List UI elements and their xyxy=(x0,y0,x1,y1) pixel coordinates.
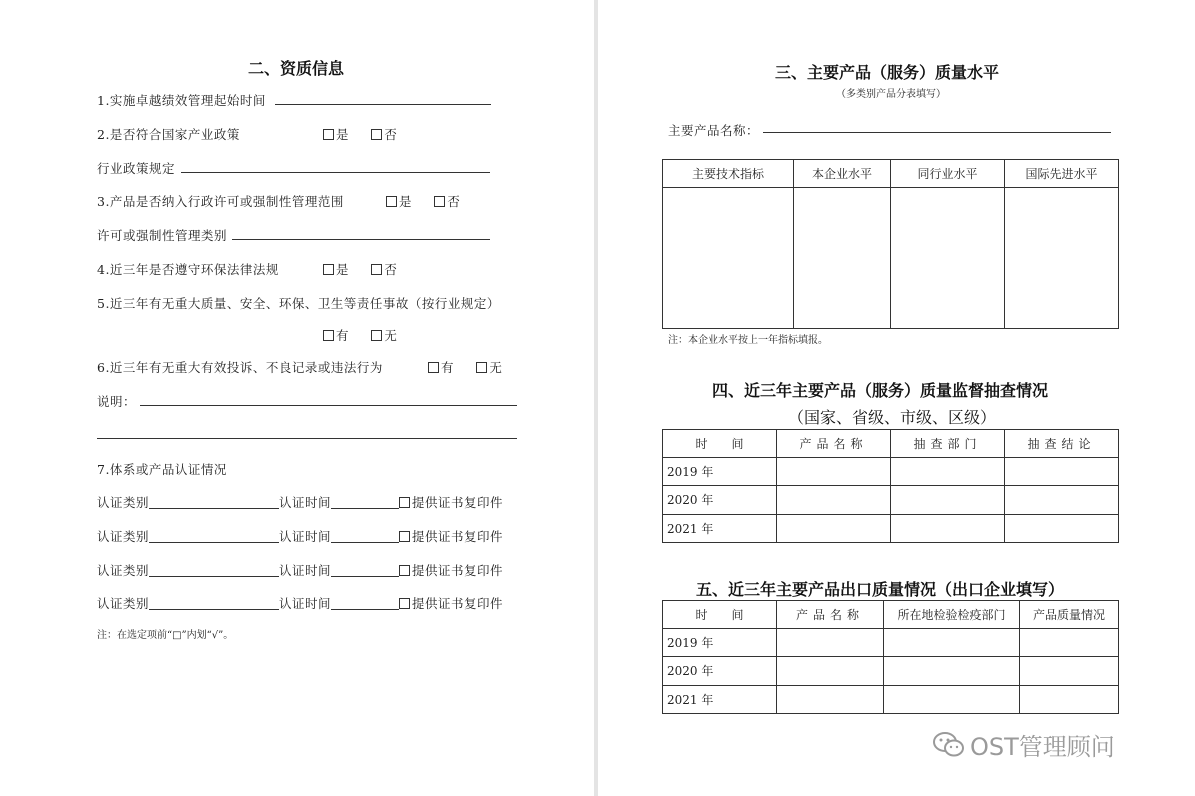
explain-blank-1[interactable] xyxy=(140,405,517,406)
wechat-icon xyxy=(932,730,966,760)
q6-label: 6.近三年有无重大有效投诉、不良记录或违法行为 xyxy=(97,360,383,375)
q3-sub-blank[interactable] xyxy=(232,239,490,240)
table-row xyxy=(663,188,1119,329)
inspection-table xyxy=(662,429,1119,543)
table-cell[interactable] xyxy=(777,657,884,685)
q2-sub-label: 行业政策规定 xyxy=(97,161,176,176)
table-cell[interactable] xyxy=(891,458,1005,486)
table-header-row xyxy=(663,601,1119,629)
table-cell[interactable] xyxy=(884,629,1020,657)
table-cell[interactable] xyxy=(891,486,1005,514)
table-header-row xyxy=(663,160,1119,188)
table-row xyxy=(663,486,1119,514)
q3-no-checkbox[interactable] xyxy=(434,196,445,207)
left-page xyxy=(0,0,594,796)
q3-sub-label: 许可或强制性管理类别 xyxy=(97,228,228,243)
cert-row: 认证类别 认证时间 提供证书复印件 xyxy=(97,563,504,578)
table-cell[interactable] xyxy=(891,514,1005,542)
section-title-inspection: 四、近三年主要产品（服务）质量监督抽查情况 xyxy=(712,381,1049,400)
cert-copy-checkbox[interactable] xyxy=(399,598,410,609)
table-header: 国际先进水平 xyxy=(1005,160,1119,188)
table-cell[interactable] xyxy=(777,458,891,486)
section-subtitle-quality-level: （多类别产品分表填写） xyxy=(836,89,946,100)
table-header: 抽查部门 xyxy=(891,430,1005,458)
explain-blank-2[interactable] xyxy=(97,438,517,439)
q2-options: 是 否 xyxy=(323,125,397,143)
cert-row: 认证类别 认证时间 提供证书复印件 xyxy=(97,596,504,611)
section-subtitle-inspection: （国家、省级、市级、区级） xyxy=(788,408,997,427)
watermark xyxy=(932,727,1115,762)
product-name-label: 主要产品名称： xyxy=(668,123,760,138)
table-cell[interactable] xyxy=(1005,188,1119,329)
q6-none-checkbox[interactable] xyxy=(476,362,487,373)
product-name-blank[interactable] xyxy=(763,132,1111,133)
year-cell: 2021 年 xyxy=(663,685,777,713)
q6-have-checkbox[interactable] xyxy=(428,362,439,373)
quality-level-table xyxy=(662,159,1119,329)
q1-label: 1.实施卓越绩效管理起始时间 xyxy=(97,93,266,108)
table-cell[interactable] xyxy=(794,188,891,329)
q4-options: 是 否 xyxy=(323,260,397,278)
cert-time-blank[interactable] xyxy=(331,597,399,610)
table-cell[interactable] xyxy=(891,188,1005,329)
q6-options: 有 无 xyxy=(428,358,502,376)
explain-label: 说明： xyxy=(97,394,137,409)
table-header: 抽查结论 xyxy=(1005,430,1119,458)
q4-no-checkbox[interactable] xyxy=(371,264,382,275)
cert-time-blank[interactable] xyxy=(331,530,399,543)
table-cell[interactable] xyxy=(777,514,891,542)
section-title-qualification: 二、资质信息 xyxy=(248,59,345,78)
table-row xyxy=(663,629,1119,657)
table-cell[interactable] xyxy=(884,657,1020,685)
cert-time-blank[interactable] xyxy=(331,564,399,577)
q2-sub-blank[interactable] xyxy=(181,172,490,173)
section-title-export: 五、近三年主要产品出口质量情况（出口企业填写） xyxy=(696,580,1065,599)
q5-have-checkbox[interactable] xyxy=(323,330,334,341)
q5-label: 5.近三年有无重大质量、安全、环保、卫生等责任事故（按行业规定） xyxy=(97,296,500,311)
year-cell: 2020 年 xyxy=(663,486,777,514)
q3-yes-checkbox[interactable] xyxy=(386,196,397,207)
cert-time-blank[interactable] xyxy=(331,496,399,509)
table-header: 主要技术指标 xyxy=(663,160,794,188)
table-cell[interactable] xyxy=(777,486,891,514)
section-title-quality-level: 三、主要产品（服务）质量水平 xyxy=(775,63,1000,82)
table-cell[interactable] xyxy=(1005,514,1119,542)
q5-options: 有 无 xyxy=(323,326,397,344)
table-cell[interactable] xyxy=(777,685,884,713)
table-header: 时 间 xyxy=(663,601,777,629)
table-header: 本企业水平 xyxy=(794,160,891,188)
table-cell[interactable] xyxy=(884,685,1020,713)
q2-yes-checkbox[interactable] xyxy=(323,129,334,140)
table-header: 时 间 xyxy=(663,430,777,458)
table-cell[interactable] xyxy=(777,629,884,657)
right-page xyxy=(598,0,1195,796)
cert-type-blank[interactable] xyxy=(149,597,279,610)
q3-label: 3.产品是否纳入行政许可或强制性管理范围 xyxy=(97,194,344,209)
year-cell: 2019 年 xyxy=(663,629,777,657)
q1-blank[interactable] xyxy=(275,104,491,105)
cert-type-blank[interactable] xyxy=(149,530,279,543)
q3-options: 是 否 xyxy=(386,192,460,210)
table-cell[interactable] xyxy=(663,188,794,329)
cert-row: 认证类别 认证时间 提供证书复印件 xyxy=(97,495,504,510)
table-header: 产品名称 xyxy=(777,430,891,458)
quality-level-note: 注：本企业水平按上一年指标填报。 xyxy=(668,335,828,346)
table-header: 所在地检验检疫部门 xyxy=(884,601,1020,629)
q2-label: 2.是否符合国家产业政策 xyxy=(97,127,240,142)
cert-copy-checkbox[interactable] xyxy=(399,531,410,542)
cert-row: 认证类别 认证时间 提供证书复印件 xyxy=(97,529,504,544)
cert-copy-checkbox[interactable] xyxy=(399,565,410,576)
q2-no-checkbox[interactable] xyxy=(371,129,382,140)
table-row xyxy=(663,514,1119,542)
export-table xyxy=(662,600,1119,714)
q5-none-checkbox[interactable] xyxy=(371,330,382,341)
cert-copy-checkbox[interactable] xyxy=(399,497,410,508)
table-header: 产品质量情况 xyxy=(1020,601,1119,629)
cert-type-blank[interactable] xyxy=(149,496,279,509)
watermark-text: OST管理顾问 xyxy=(970,733,1115,761)
year-cell: 2019 年 xyxy=(663,458,777,486)
table-cell[interactable] xyxy=(1020,629,1119,657)
table-header-row xyxy=(663,430,1119,458)
q4-yes-checkbox[interactable] xyxy=(323,264,334,275)
table-row xyxy=(663,657,1119,685)
table-cell[interactable] xyxy=(1020,685,1119,713)
year-cell: 2021 年 xyxy=(663,514,777,542)
table-row xyxy=(663,685,1119,713)
table-header: 同行业水平 xyxy=(891,160,1005,188)
q7-label: 7.体系或产品认证情况 xyxy=(97,462,227,477)
table-header: 产品名称 xyxy=(777,601,884,629)
cert-type-blank[interactable] xyxy=(149,564,279,577)
table-row xyxy=(663,458,1119,486)
table-cell[interactable] xyxy=(1005,486,1119,514)
check-note: 注：在选定项前“□”内划“√”。 xyxy=(97,630,234,641)
year-cell: 2020 年 xyxy=(663,657,777,685)
table-cell[interactable] xyxy=(1020,657,1119,685)
table-cell[interactable] xyxy=(1005,458,1119,486)
q4-label: 4.近三年是否遵守环保法律法规 xyxy=(97,262,279,277)
